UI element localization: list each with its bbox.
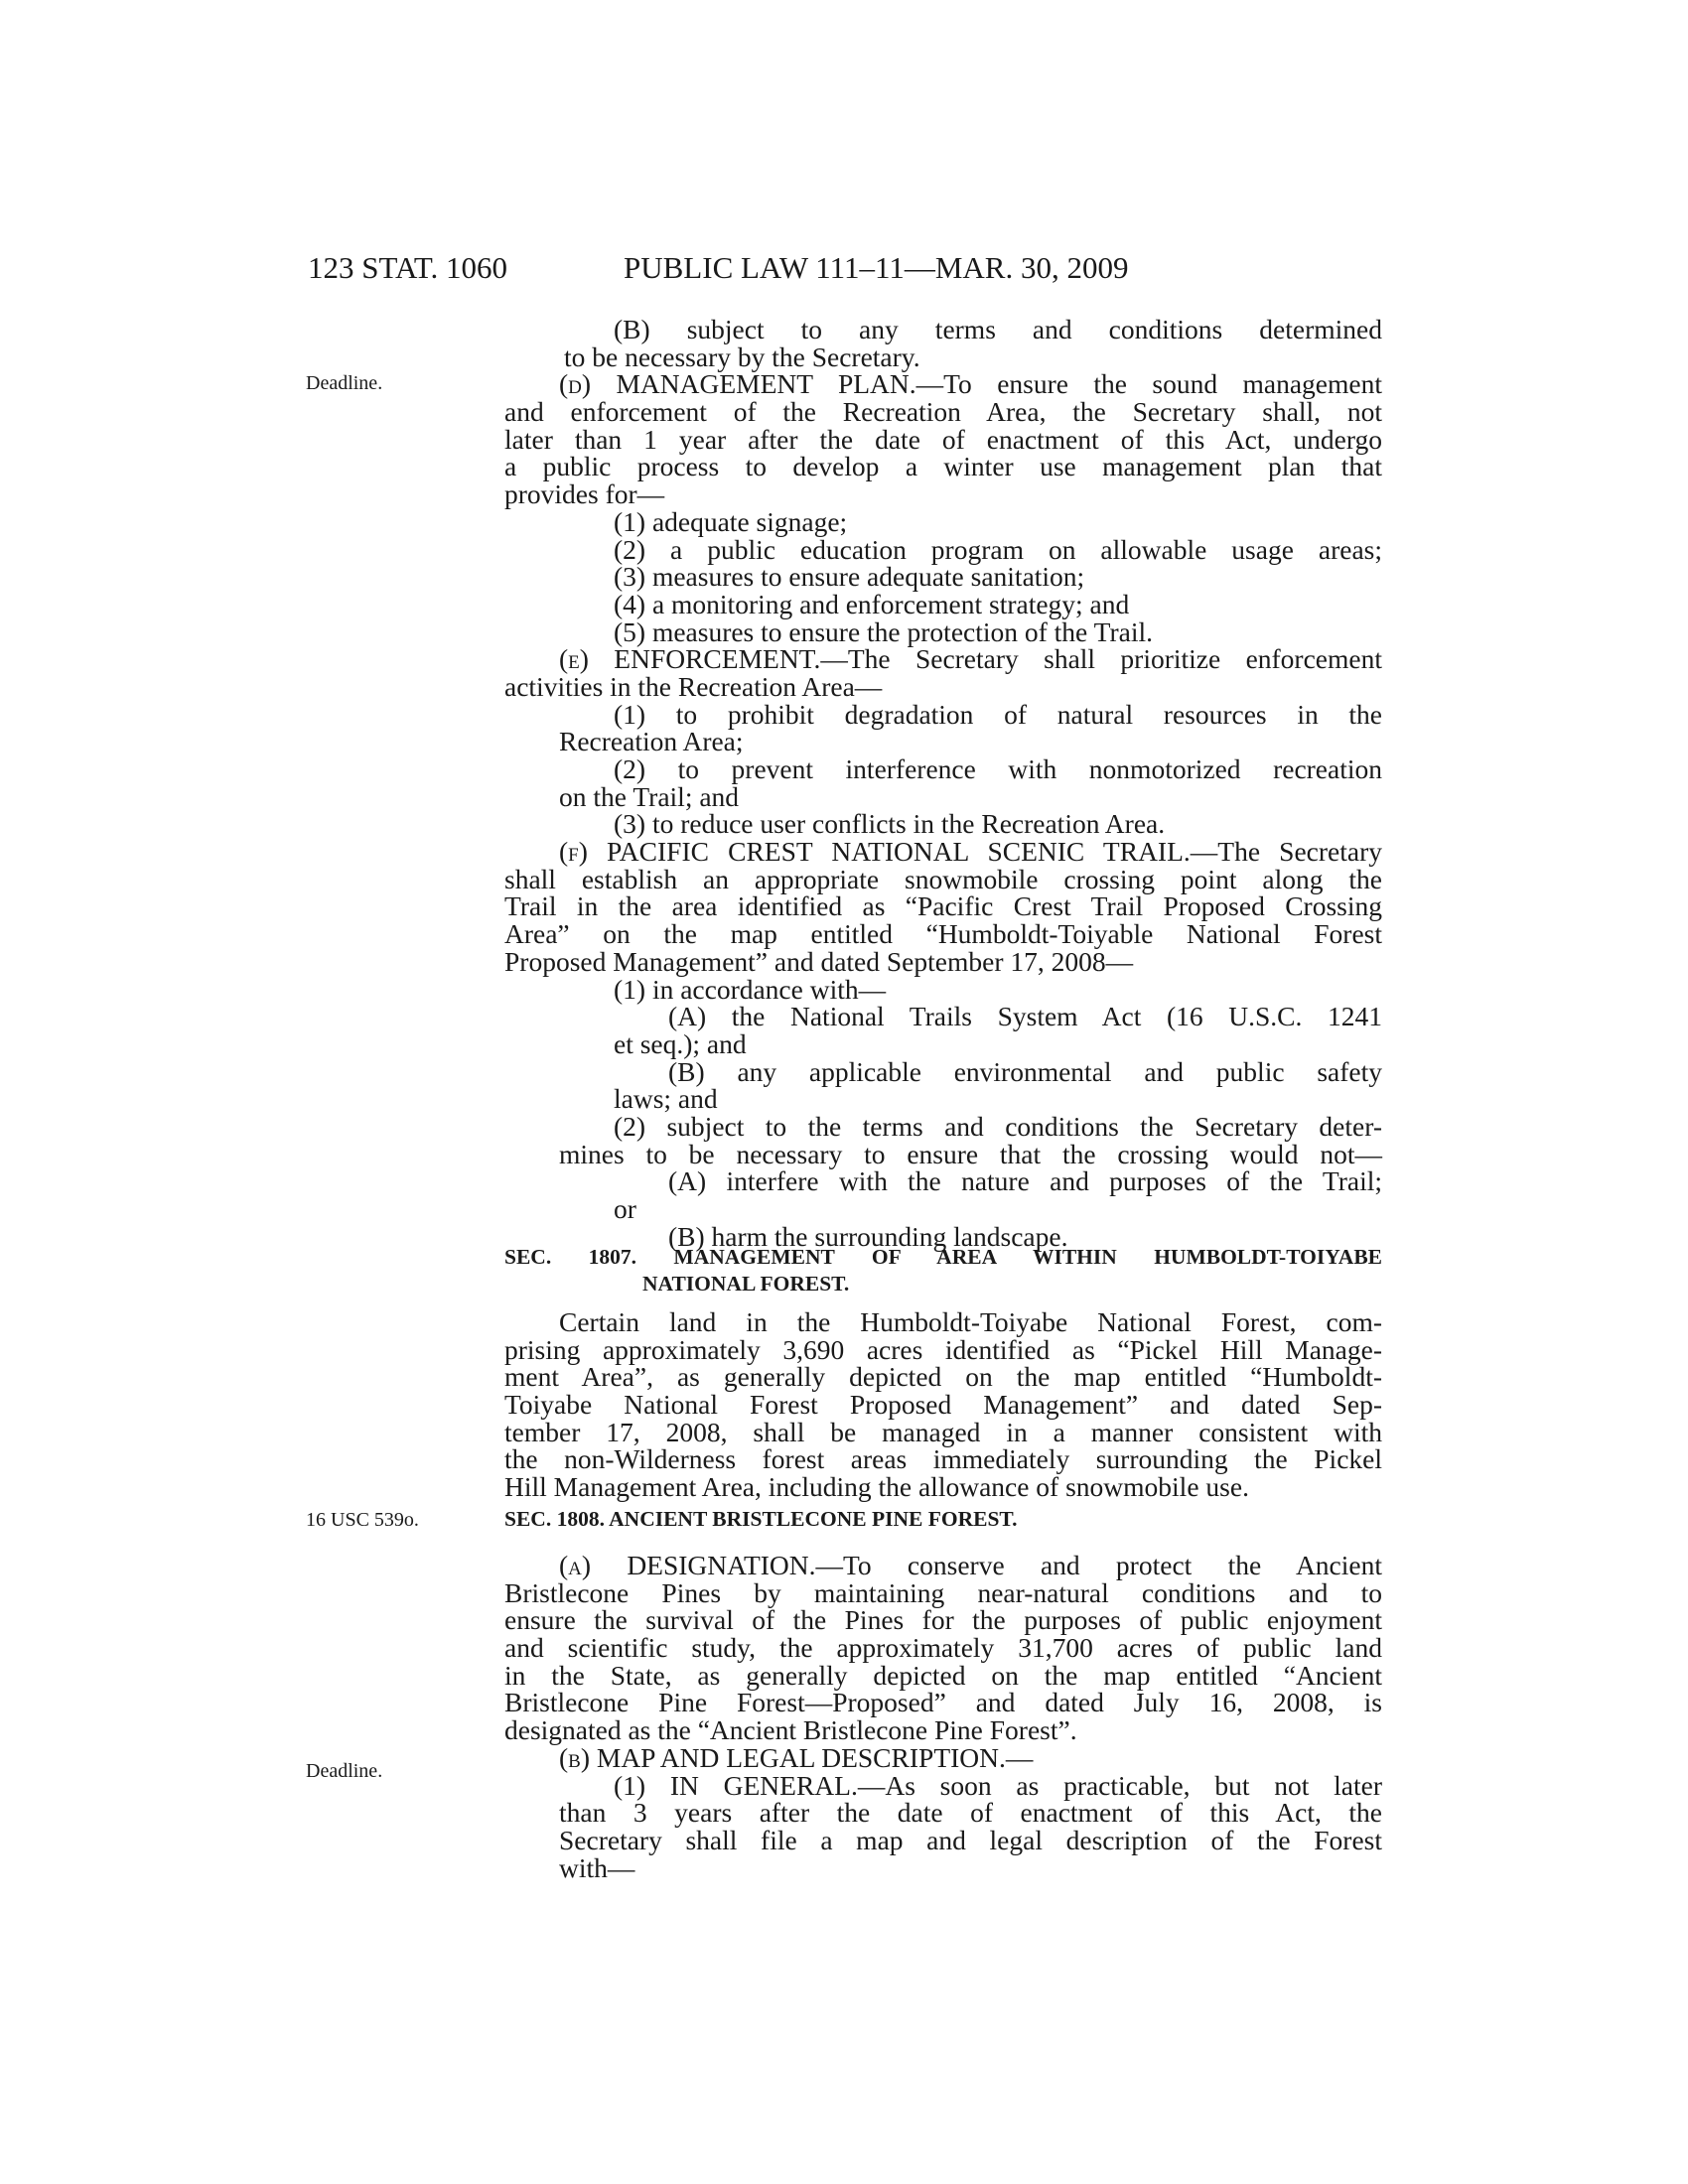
text-line: in the State, as generally depicted on the map entitled “Ancient bbox=[504, 1659, 1382, 1691]
list-item: (B) harm the surrounding landscape. bbox=[668, 1220, 1068, 1252]
margin-note-deadline: Deadline. bbox=[306, 372, 383, 394]
text-line: to be necessary by the Secretary. bbox=[564, 341, 920, 372]
text-line: Toiyabe National Forest Proposed Management” and dated Sep- bbox=[504, 1389, 1382, 1421]
list-item: (2) a public education program on allowable usage areas; bbox=[614, 533, 1382, 565]
text-line: and enforcement of the Recreation Area, the Secretary shall, not bbox=[504, 396, 1382, 428]
text-line: Proposed Management” and dated September 17, 2008— bbox=[504, 945, 1134, 977]
text-run: —The Secretary bbox=[1190, 836, 1382, 868]
margin-note-usc: 16 USC 539o. bbox=[306, 1509, 419, 1531]
section-title: NATIONAL FOREST. bbox=[642, 1272, 850, 1296]
text-line: designated as the “Ancient Bristlecone Pine Forest”. bbox=[504, 1714, 1077, 1746]
text-line: laws; and bbox=[614, 1083, 718, 1115]
text-line: et seq.); and bbox=[614, 1027, 747, 1059]
text-line: mines to be necessary to ensure that the crossing would not— bbox=[559, 1138, 1382, 1169]
text-run: —As soon as practicable, but not later bbox=[857, 1769, 1382, 1801]
text-line: a public process to develop a winter use management plan that bbox=[504, 451, 1382, 482]
text-line: (B) subject to any terms and conditions determined bbox=[614, 314, 1382, 344]
text-line: Trail in the area identified as “Pacific Crest Trail Proposed Crossing bbox=[504, 890, 1382, 922]
text-line: provides for— bbox=[504, 478, 665, 510]
list-item: (1) adequate signage; bbox=[614, 505, 848, 537]
text-line: with— bbox=[559, 1851, 635, 1883]
list-item: (B) any applicable environmental and public safety bbox=[668, 1055, 1382, 1087]
subsection-e bbox=[504, 645, 1382, 673]
text-line: later than 1 year after the date of enactment of this Act, undergo bbox=[504, 423, 1382, 455]
text-line: the non-Wilderness forest areas immediately surrounding the Pickel bbox=[504, 1443, 1382, 1475]
text-run: —To conserve and protect the Ancient bbox=[815, 1550, 1382, 1580]
list-item: (1) in accordance with— bbox=[614, 973, 887, 1005]
text-line: Bristlecone Pines by maintaining near-natural conditions and to bbox=[504, 1576, 1382, 1608]
section-title: SEC. 1808. ANCIENT BRISTLECONE PINE FOREST. bbox=[504, 1507, 1018, 1531]
text-line: Secretary shall file a map and legal description of the Forest bbox=[559, 1824, 1382, 1855]
list-item: (2) subject to the terms and conditions the Secretary deter- bbox=[614, 1110, 1382, 1142]
text-line: ensure the survival of the Pines for the purposes of public enjoyment bbox=[504, 1604, 1382, 1636]
subsection-heading: (e) ENFORCEMENT. bbox=[559, 643, 821, 675]
subsection-f bbox=[504, 838, 1382, 866]
text-line: Bristlecone Pine Forest—Proposed” and dated July 16, 2008, is bbox=[504, 1687, 1382, 1718]
text-line: or bbox=[614, 1193, 636, 1224]
text-run: —The Secretary shall prioritize enforcement bbox=[820, 643, 1382, 675]
list-item: (5) measures to ensure the protection of the Trail. bbox=[614, 615, 1153, 647]
section-heading-1807 bbox=[504, 1244, 1382, 1297]
list-item: (3) to reduce user conflicts in the Recreation Area. bbox=[614, 808, 1166, 840]
running-head: PUBLIC LAW 111–11—MAR. 30, 2009 bbox=[624, 250, 1129, 285]
section-text-1808 bbox=[504, 1552, 1382, 1881]
list-item: (A) interfere with the nature and purposes of the Trail; bbox=[668, 1165, 1382, 1197]
list-item: (3) measures to ensure adequate sanitation; bbox=[614, 561, 1085, 593]
list-item: (A) the National Trails System Act (16 U.S.C. 1241 bbox=[668, 1001, 1382, 1032]
text-line: ment Area”, as generally depicted on the map entitled “Humboldt- bbox=[504, 1361, 1382, 1393]
subsection-d bbox=[504, 370, 1382, 398]
text-line: activities in the Recreation Area— bbox=[504, 670, 883, 702]
stat-page-number: 123 STAT. 1060 bbox=[308, 250, 508, 285]
text-line: Recreation Area; bbox=[559, 726, 744, 757]
list-item: (1) to prohibit degradation of natural resources in the bbox=[614, 698, 1382, 730]
text-line: and scientific study, the approximately 31,700 acres of public land bbox=[504, 1632, 1382, 1664]
text-line: Area” on the map entitled “Humboldt-Toiyable National Forest bbox=[504, 918, 1382, 950]
section-text-1807 bbox=[504, 1308, 1382, 1501]
paragraph-1 bbox=[504, 1769, 1382, 1801]
text-line: Certain land in the Humboldt-Toiyabe National Forest, com- bbox=[559, 1306, 1382, 1337]
section-heading-1808 bbox=[504, 1506, 1382, 1533]
text-line: on the Trail; and bbox=[559, 780, 740, 812]
text-line: shall establish an appropriate snowmobile crossing point along the bbox=[504, 863, 1382, 894]
text-line: tember 17, 2008, shall be managed in a manner consistent with bbox=[504, 1416, 1382, 1447]
subsection-heading: (d) MANAGEMENT PLAN. bbox=[559, 368, 916, 400]
list-item: (4) a monitoring and enforcement strategy; and bbox=[614, 588, 1130, 619]
list-item: (2) to prevent interference with nonmotorized recreation bbox=[614, 753, 1382, 784]
text-line: than 3 years after the date of enactment of this Act, the bbox=[559, 1797, 1382, 1829]
subsection-heading: (a) DESIGNATION. bbox=[559, 1550, 816, 1580]
paragraph-heading: (1) IN GENERAL. bbox=[614, 1769, 858, 1801]
subsection-heading: (f) PACIFIC CREST NATIONAL SCENIC TRAIL. bbox=[559, 836, 1191, 868]
subsection-a bbox=[504, 1552, 1382, 1579]
section-text-upper bbox=[504, 316, 1382, 1250]
subsection-heading: (b) MAP AND LEGAL DESCRIPTION.— bbox=[559, 1741, 1034, 1773]
margin-note-deadline: Deadline. bbox=[306, 1760, 383, 1782]
text-run: —To ensure the sound management bbox=[915, 368, 1382, 400]
section-title: SEC. 1807. MANAGEMENT OF AREA WITHIN HUMBOLDT-TOIYABE bbox=[504, 1245, 1382, 1269]
text-line: prising approximately 3,690 acres identified as “Pickel Hill Manage- bbox=[504, 1333, 1382, 1365]
text-line: Hill Management Area, including the allowance of snowmobile use. bbox=[504, 1471, 1249, 1503]
